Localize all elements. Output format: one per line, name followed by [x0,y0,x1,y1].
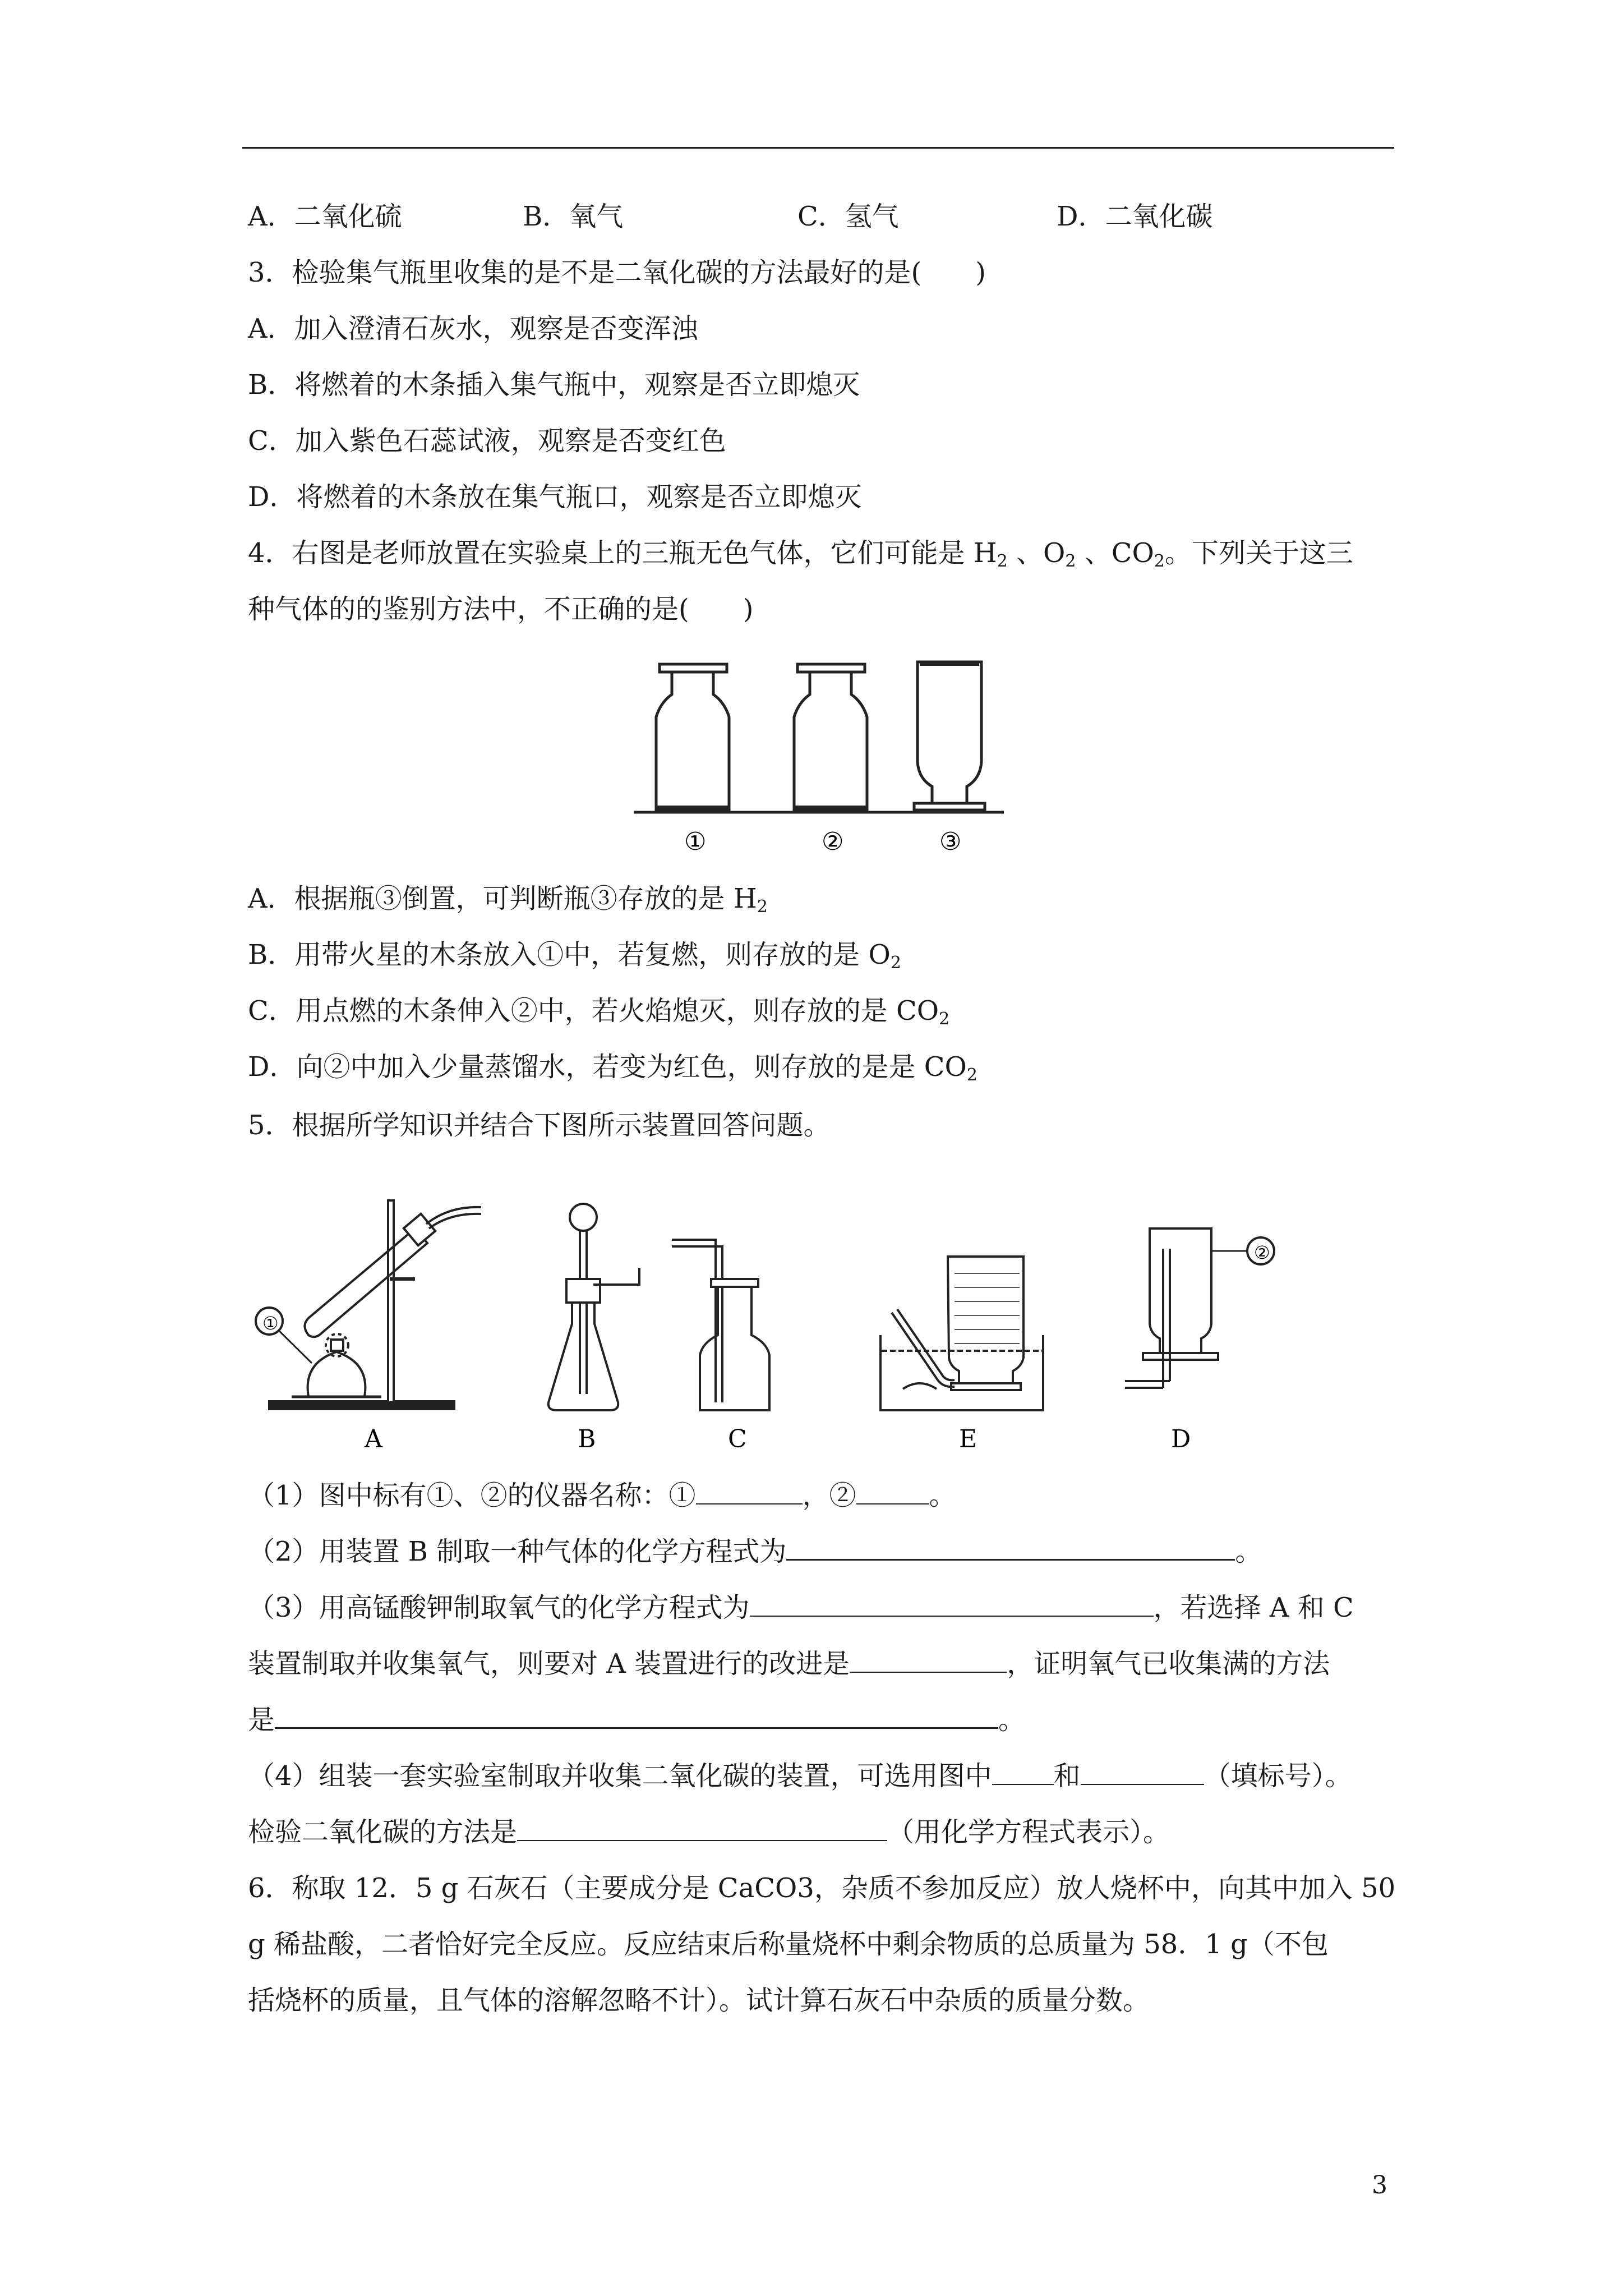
label-c: C [728,1425,747,1453]
q5-part1-text-b: ，② [802,1480,856,1511]
q2-option-a: A．二氧化硫 [248,201,402,232]
q5-part4-line2-text-b: （用化学方程式表示）。 [887,1816,1170,1848]
q5-part3-line3 [248,1703,1025,1737]
q4-stem-part4: 。下列关于这三 [1164,537,1353,569]
q5-part2 [248,1535,1262,1568]
q5-stem: 5．根据所学知识并结合下图所示装置回答问题。 [248,1110,831,1141]
label-d: D [1171,1425,1191,1453]
label-b: B [578,1425,596,1453]
q5-part3-line2-text-a: 装置制取并收集氧气，则要对 A 装置进行的改进是 [248,1648,850,1680]
q2-option-d: D．二氧化碳 [1057,201,1213,232]
equation-b-blank[interactable] [786,1535,1235,1561]
bottle-label-2: ② [822,827,844,856]
label-e: E [959,1425,978,1453]
q2-option-b: B．氧气 [523,201,624,232]
improvement-blank[interactable] [850,1648,1007,1673]
q5-part2-text-a: （2）用装置 B 制取一种气体的化学方程式为 [248,1536,787,1567]
apparatus-d [1125,1228,1247,1388]
q5-part3-line2 [248,1647,1330,1681]
q5-part1 [248,1479,956,1512]
q5-part3-line2-text-b: ，证明氧气已收集满的方法 [1007,1648,1330,1680]
q5-part4-text-b: 和 [1053,1760,1081,1792]
q5-part3-line3-text-b: 。 [998,1704,1026,1736]
callout-2: ② [1254,1242,1270,1263]
q4-option-c [248,994,949,1036]
q5-part4 [248,1759,1352,1793]
apparatus-c [672,1240,769,1410]
q5-part1-text-a: （1）图中标有①、②的仪器名称：① [248,1480,696,1511]
q3-option-a: A．加入澄清石灰水，观察是否变浑浊 [248,313,698,344]
bottle-2 [794,664,867,810]
gas-bottles-figure [628,656,1009,869]
q3-option-b: B．将燃着的木条插入集气瓶中，观察是否立即熄灭 [248,369,860,401]
co2-test-blank[interactable] [517,1816,887,1841]
q4-stem-line2: 种气体的的鉴别方法中，不正确的是( ) [248,593,754,625]
q4-option-c-sub: 2 [939,1009,950,1029]
callout-1: ① [262,1313,279,1334]
q4-co2-sub: 2 [1154,551,1165,571]
q3-stem: 3．检验集气瓶里收集的是不是二氧化碳的方法最好的是( ) [248,257,986,288]
q5-part4-line2 [248,1815,1170,1849]
q2-option-c: C．氢气 [797,201,899,232]
q3-option-c: C．加入紫色石蕊试液，观察是否变红色 [248,425,726,457]
q6-line1: 6．称取 12．5 g 石灰石（主要成分是 CaCO3，杂质不参加反应）放人烧杯中，向其中加入 50 [248,1872,1396,1904]
q4-option-b-text: B．用带火星的木条放入①中，若复燃，则存放的是 O [248,939,891,970]
q4-option-d [248,1050,978,1092]
header-rule [242,147,1394,149]
device-choice-2-blank[interactable] [1081,1760,1204,1785]
q4-h2-sub: 2 [997,551,1008,571]
q4-option-b [248,938,901,980]
q5-part3-text-a: （3）用高锰酸钾制取氧气的化学方程式为 [248,1592,750,1623]
q5-part3-line3-text-a: 是 [248,1704,275,1736]
q4-option-d-text: D．向②中加入少量蒸馏水，若变为红色，则存放的是是 CO [248,1051,967,1083]
kmno4-equation-blank[interactable] [750,1592,1154,1617]
q6-line2: g 稀盐酸，二者恰好完全反应。反应结束后称量烧杯中剩余物质的总质量为 58．1 g（不包 [248,1929,1329,1960]
q4-option-a-text: A．根据瓶③倒置，可判断瓶③存放的是 H [248,883,757,914]
apparatus-a [269,1200,481,1409]
q4-option-c-text: C．用点燃的木条伸入②中，若火焰熄灭，则存放的是 CO [248,995,939,1027]
q5-part3 [248,1591,1354,1625]
apparatus-e [880,1257,1043,1410]
bottle-label-3: ③ [939,827,962,856]
q5-part1-text-c: 。 [929,1480,956,1511]
q2-options [248,200,1213,233]
q4-stem-part3: 、CO [1076,537,1154,569]
label-a: A [365,1425,382,1453]
q4-stem-part1: 4．右图是老师放置在实验桌上的三瓶无色气体，它们可能是 H [248,537,997,569]
q4-option-a [248,882,768,924]
apparatus-figure [247,1195,1346,1464]
device-choice-1-blank[interactable] [992,1760,1054,1785]
full-check-blank[interactable] [275,1704,998,1729]
instrument-1-blank[interactable] [696,1480,803,1504]
q4-option-d-sub: 2 [966,1065,978,1085]
apparatus-b [548,1204,639,1410]
q5-part3-text-b: ，若选择 A 和 C [1153,1592,1354,1623]
page-number: 3 [1372,2171,1387,2200]
q5-part4-line2-text-a: 检验二氧化碳的方法是 [248,1816,518,1848]
q6-line3: 括烧杯的质量，且气体的溶解忽略不计）。试计算石灰石中杂质的质量分数。 [248,1985,1150,2016]
q3-option-d: D．将燃着的木条放在集气瓶口，观察是否立即熄灭 [248,481,862,513]
q5-part4-text-a: （4）组装一套实验室制取并收集二氧化碳的装置，可选用图中 [248,1760,992,1792]
bottle-1 [656,664,729,810]
bottle-label-1: ① [684,827,707,856]
q4-option-a-sub: 2 [757,897,768,917]
q4-stem-part2: 、O [1007,537,1066,569]
q5-part4-text-c: （填标号）。 [1204,1760,1352,1792]
q4-option-b-sub: 2 [890,953,901,973]
bottle-3-inverted [914,662,985,810]
q4-stem-line1 [248,536,1353,578]
q4-o2-sub: 2 [1065,551,1076,571]
instrument-2-blank[interactable] [856,1480,929,1504]
q5-part2-text-b: 。 [1235,1536,1262,1567]
